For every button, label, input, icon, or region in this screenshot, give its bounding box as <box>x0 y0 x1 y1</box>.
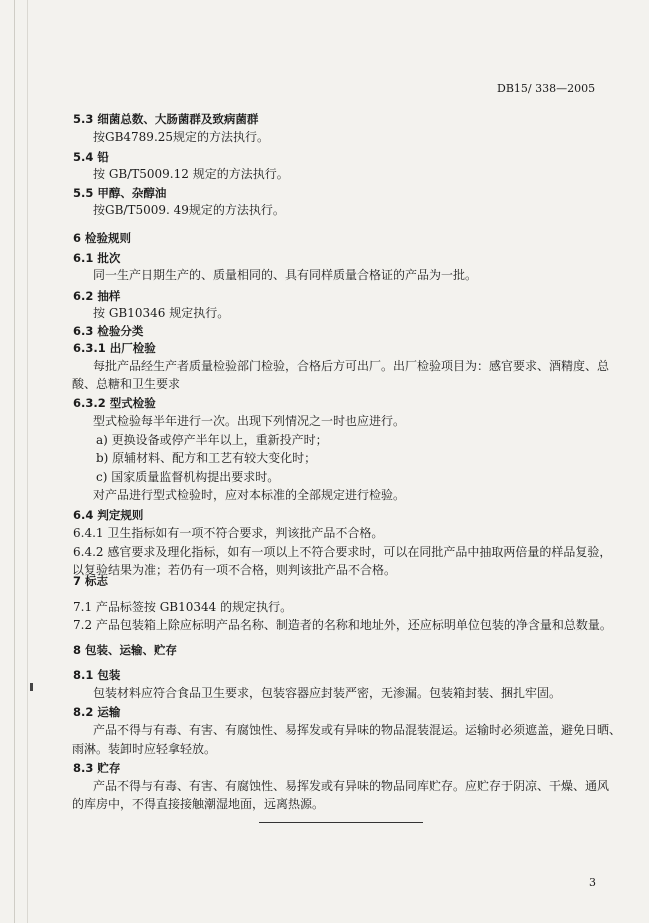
body-text: 7.2 产品包装箱上除应标明产品名称、制造者的名称和地址外，还应标明单位包装的净含量和总数量。 <box>73 618 612 632</box>
section-heading: 5.5 甲醇、杂醇油 <box>73 186 167 200</box>
body-text: 产品不得与有毒、有害、有腐蚀性、易挥发或有异味的物品同库贮存。应贮存于阴凉、干燥、通风 <box>93 779 610 793</box>
section-heading: 8.1 包装 <box>73 668 121 682</box>
scan-edge <box>27 0 28 923</box>
scan-edge <box>14 0 15 923</box>
chapter-heading: 6 检验规则 <box>73 231 132 245</box>
section-heading: 5.4 铅 <box>73 150 109 164</box>
body-text: 雨淋。装卸时应轻拿轻放。 <box>72 742 217 756</box>
chapter-heading: 8 包装、运输、贮存 <box>73 643 178 657</box>
body-text: 产品不得与有毒、有害、有腐蚀性、易挥发或有异味的物品混装混运。运输时必须遮盖，避免日晒、 <box>93 723 622 737</box>
list-item: a) 更换设备或停产半年以上，重新投产时； <box>96 433 328 447</box>
end-rule <box>259 822 423 823</box>
body-text: 型式检验每半年进行一次。出现下列情况之一时也应进行。 <box>93 414 406 428</box>
body-text: 7.1 产品标签按 GB10344 的规定执行。 <box>73 600 293 614</box>
body-text: 每批产品经生产者质量检验部门检验，合格后方可出厂。出厂检验项目为：感官要求、酒精度、总 <box>93 359 610 373</box>
section-heading: 6.3 检验分类 <box>73 324 144 338</box>
section-heading: 5.3 细菌总数、大肠菌群及致病菌群 <box>73 112 259 126</box>
body-text: 以复验结果为准；若仍有一项不合格，则判该批产品不合格。 <box>72 563 397 577</box>
body-text: 的库房中，不得直接接触潮湿地面，远离热源。 <box>72 797 325 811</box>
document-code: DB15/ 338—2005 <box>497 82 596 95</box>
body-text: 按 GB10346 规定执行。 <box>93 306 230 320</box>
chapter-heading: 7 标志 <box>73 574 109 588</box>
body-text: 6.4.2 感官要求及理化指标，如有一项以上不符合要求时，可以在同批产品中抽取两倍量的样品复验， <box>73 545 612 559</box>
page-number: 3 <box>589 876 596 889</box>
body-text: 包装材料应符合食品卫生要求，包装容器应封装严密，无渗漏。包装箱封装、捆扎牢固。 <box>93 686 562 700</box>
section-heading: 6.1 批次 <box>73 251 121 265</box>
body-text: 6.4.1 卫生指标如有一项不符合要求，判该批产品不合格。 <box>73 526 384 540</box>
body-text: 酸、总糖和卫生要求 <box>72 377 181 391</box>
body-text: 同一生产日期生产的、质量相同的、具有同样质量合格证的产品为一批。 <box>93 268 478 282</box>
list-item: c) 国家质量监督机构提出要求时。 <box>96 470 280 484</box>
section-heading: 6.4 判定规则 <box>73 508 144 522</box>
section-heading: 8.2 运输 <box>73 705 121 719</box>
binding-mark <box>30 683 33 691</box>
list-item: b) 原辅材料、配方和工艺有较大变化时； <box>96 451 317 465</box>
body-text: 按GB/T5009. 49规定的方法执行。 <box>93 203 285 217</box>
section-heading: 8.3 贮存 <box>73 761 121 775</box>
subsection-heading: 6.3.1 出厂检验 <box>73 341 156 355</box>
body-text: 对产品进行型式检验时，应对本标准的全部规定进行检验。 <box>93 488 406 502</box>
body-text: 按 GB/T5009.12 规定的方法执行。 <box>93 167 289 181</box>
body-text: 按GB4789.25规定的方法执行。 <box>93 130 270 144</box>
subsection-heading: 6.3.2 型式检验 <box>73 396 156 410</box>
section-heading: 6.2 抽样 <box>73 289 121 303</box>
